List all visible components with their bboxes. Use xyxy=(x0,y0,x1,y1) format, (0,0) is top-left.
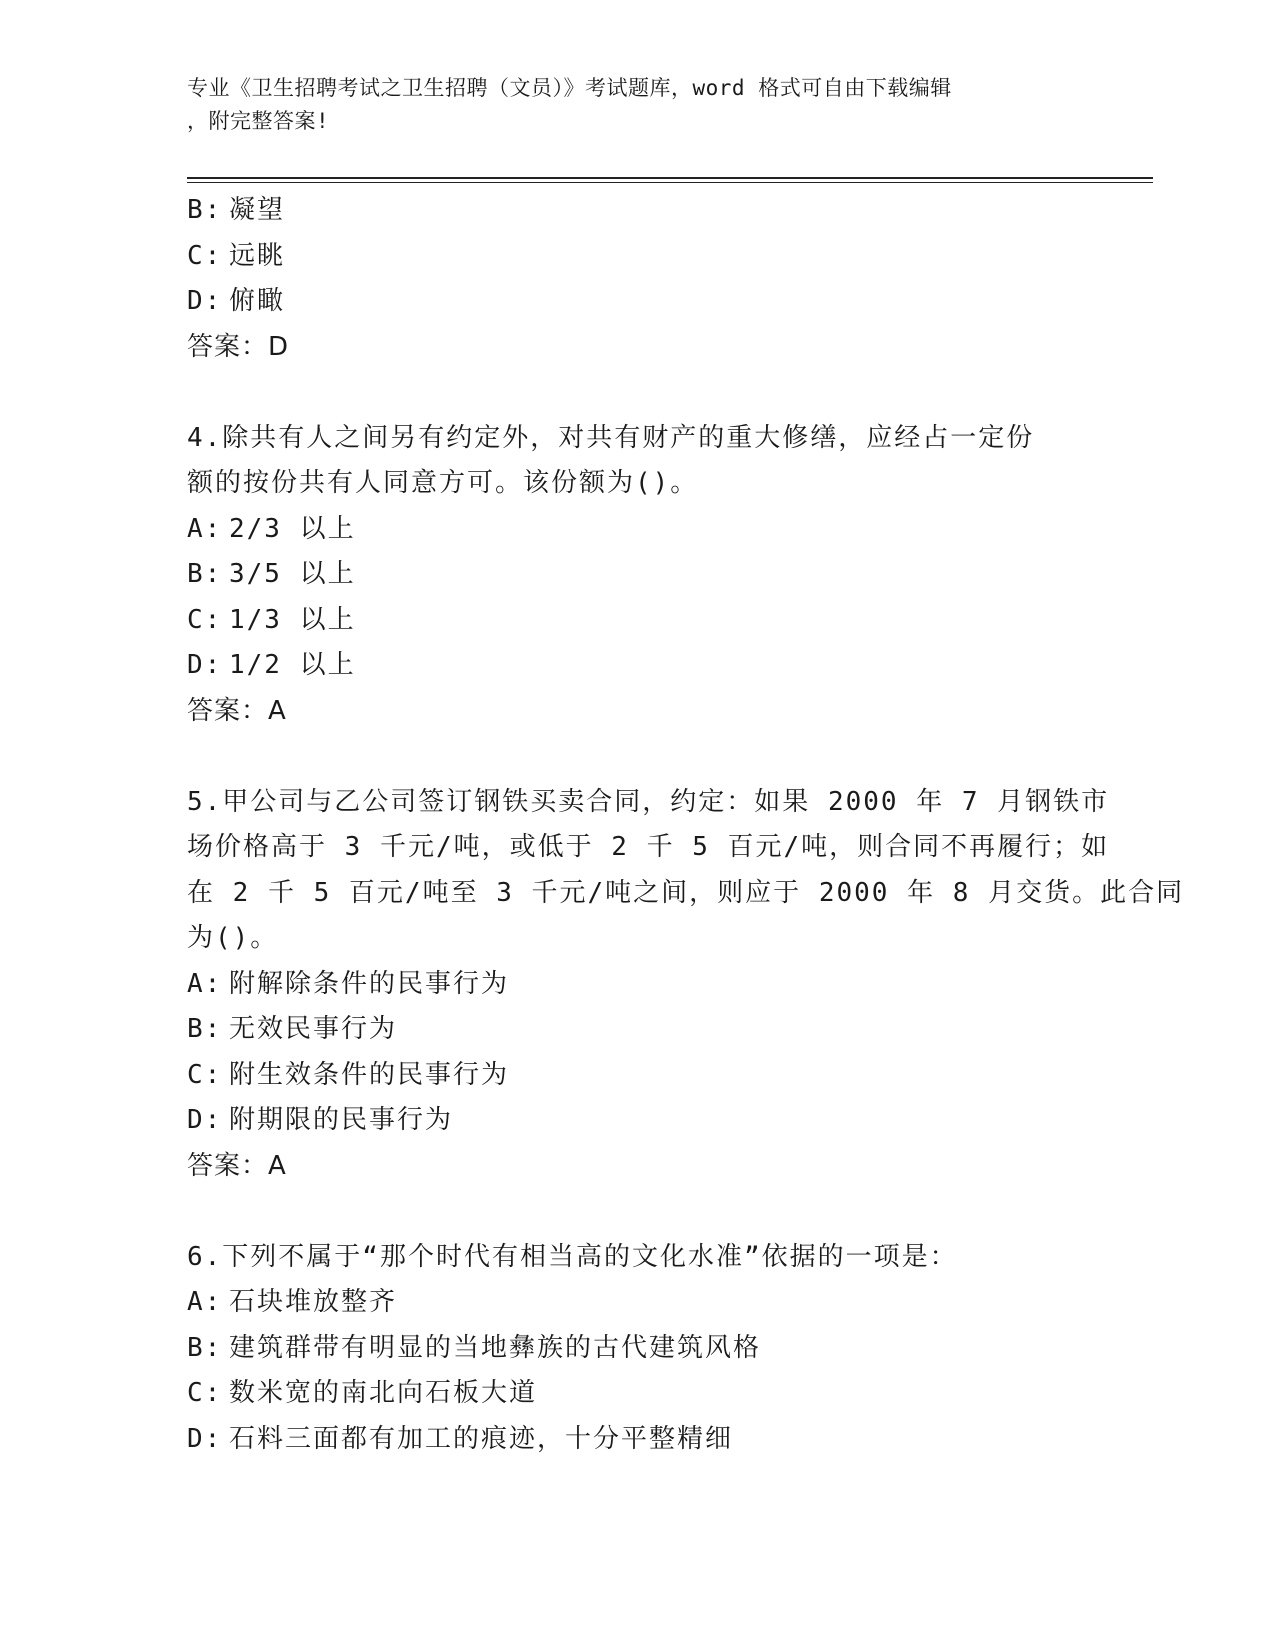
option-letter: D: xyxy=(187,1105,223,1135)
question-3-block xyxy=(187,188,1087,370)
option-letter: B: xyxy=(187,559,223,589)
option-a xyxy=(187,507,1087,553)
option-letter: A: xyxy=(187,1287,223,1317)
option-letter: D: xyxy=(187,1423,223,1454)
option-c xyxy=(187,598,1087,644)
header-title-line-1: 专业《卫生招聘考试之卫生招聘（文员）》考试题库，word 格式可自由下载编辑 xyxy=(187,76,952,100)
option-text: 无效民事行为 xyxy=(229,1014,398,1044)
question-4-block xyxy=(187,416,1087,735)
option-text: 石料三面都有加工的痕迹，十分平整精细 xyxy=(229,1423,734,1454)
answer-line: 答案：D xyxy=(187,331,290,362)
option-letter: B: xyxy=(187,195,223,225)
option-d xyxy=(187,643,1087,689)
option-letter: A: xyxy=(187,513,223,544)
option-a xyxy=(187,1280,1087,1326)
option-d xyxy=(187,1417,1087,1463)
option-c xyxy=(187,234,1087,280)
header-divider-thick xyxy=(187,177,1153,179)
question-stem-line: 场价格高于 3 千元/吨，或低于 2 千 5 百元/吨，则合同不再履行；如 xyxy=(187,832,1110,862)
option-text: 石块堆放整齐 xyxy=(229,1287,398,1317)
question-stem-line: 6.下列不属于“那个时代有相当高的文化水准”依据的一项是： xyxy=(187,1241,958,1272)
option-b xyxy=(187,188,1087,234)
option-letter: D: xyxy=(187,650,223,680)
option-d xyxy=(187,1098,1087,1144)
spacer xyxy=(187,370,1087,416)
answer-line: 答案：A xyxy=(187,1150,287,1181)
option-letter: D: xyxy=(187,286,223,316)
option-a xyxy=(187,962,1087,1008)
option-b xyxy=(187,1326,1087,1372)
option-letter: C: xyxy=(187,604,223,635)
option-text: 附解除条件的民事行为 xyxy=(229,968,510,999)
option-text: 1/2 以上 xyxy=(229,650,356,680)
option-text: 数米宽的南北向石板大道 xyxy=(229,1378,538,1408)
question-6-block xyxy=(187,1235,1087,1463)
question-stem-line: 4.除共有人之间另有约定外，对共有财产的重大修缮，应经占一定份 xyxy=(187,422,1035,453)
option-b xyxy=(187,552,1087,598)
option-text: 2/3 以上 xyxy=(229,513,356,544)
question-content xyxy=(187,188,1185,1462)
question-stem-line: 为()。 xyxy=(187,923,279,953)
question-stem-line: 5.甲公司与乙公司签订钢铁买卖合同，约定：如果 2000 年 7 月钢铁市 xyxy=(187,786,1110,817)
option-letter: B: xyxy=(187,1014,223,1044)
option-c xyxy=(187,1053,1087,1099)
option-text: 3/5 以上 xyxy=(229,559,356,589)
option-letter: C: xyxy=(187,1059,223,1090)
option-b xyxy=(187,1007,1087,1053)
option-d xyxy=(187,279,1087,325)
question-5-block xyxy=(187,780,1185,1190)
option-letter: A: xyxy=(187,968,223,999)
answer-line: 答案：A xyxy=(187,695,287,726)
spacer xyxy=(187,734,1087,780)
option-letter: B: xyxy=(187,1332,223,1363)
option-letter: C: xyxy=(187,240,223,271)
question-stem-line: 额的按份共有人同意方可。该份额为()。 xyxy=(187,468,699,498)
option-letter: C: xyxy=(187,1378,223,1408)
question-stem-line: 在 2 千 5 百元/吨至 3 千元/吨之间，则应于 2000 年 8 月交货。此合同 xyxy=(187,877,1185,908)
option-text: 建筑群带有明显的当地彝族的古代建筑风格 xyxy=(229,1332,762,1363)
option-c xyxy=(187,1371,1087,1417)
option-text: 附生效条件的民事行为 xyxy=(229,1059,510,1090)
option-text: 俯瞰 xyxy=(229,286,286,316)
option-text: 1/3 以上 xyxy=(229,604,356,635)
option-text: 凝望 xyxy=(229,195,286,225)
header-title-line-2: ，附完整答案! xyxy=(187,109,330,133)
option-text: 附期限的民事行为 xyxy=(229,1105,454,1135)
page-header xyxy=(187,72,1077,138)
header-divider-thin xyxy=(187,182,1153,183)
option-text: 远眺 xyxy=(229,240,286,271)
spacer xyxy=(187,1189,1087,1235)
